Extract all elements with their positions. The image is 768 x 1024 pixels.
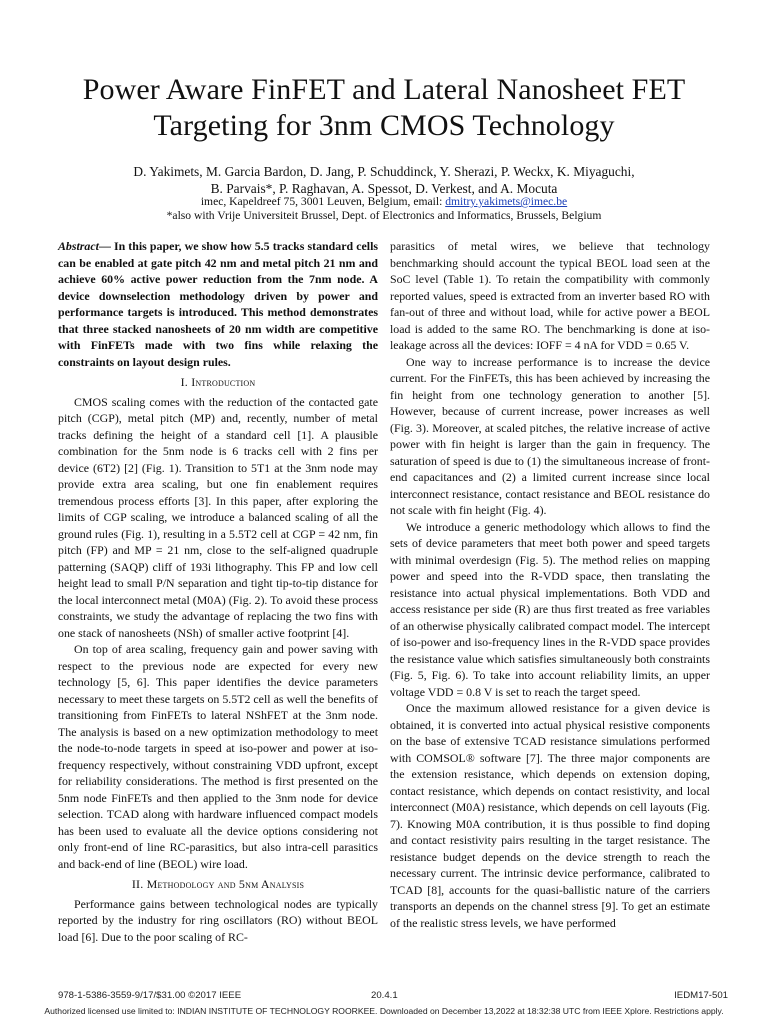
abstract-text: — In this paper, we show how 5.5 tracks standard cells can be enabled at gate pitch 42 nm and metal pitch 21 nm and achieve 60% active power reduction from the 7nm node. A device downselection methodology driven by power and performance targets is introduced. This method demonstrates that three stacked nanosheets of 20 nm width are competitive with FinFETs made with two fins while relaxing the constraints on layout design rules. [58,239,378,369]
intro-paragraph-2: On top of area scaling, frequency gain and power saving with respect to the previous node are expected for every new technology [5, 6]. This paper identifies the device parameters necessary to meet these targets on 5.5T2 cell as well the benefits of transitioning from FinFETs to lateral NShFET at the 3nm node. The analysis is based on a new optimization methodology to meet the node-to-node targets in speed at iso-power and power at iso-frequency respectively, without constraining VDD upfront, except for reliability considerations. The method is first presented on the 5nm node FinFETs and then applied to the 3nm node for device selection. TCAD along with hardware influenced compact models has been used to evaluate all the device options considering not only front-end of line RC-parasitics, but also intra-cell parasitics and back-end of line (BEOL) wire load. [58,642,378,871]
authorized-use-notice: Authorized licensed use limited to: INDIAN INSTITUTE OF TECHNOLOGY ROORKEE. Downloaded on December 13,2022 at 18:32:38 UTC from IEEE Xplore. Restrictions apply. [44,1006,724,1016]
paper-title [40,72,728,144]
method-paragraph-1: Performance gains between technological nodes are typically reported by the industry for ring oscillators (RO) without BEOL load [6]. Due to the poor scaling of RC- [58,896,378,944]
footer-conf-id: IEDM17-501 [674,990,728,1001]
affiliation [60,195,708,223]
abstract-label: Abstract [58,239,99,253]
left-column [58,238,378,945]
title-line-2: Targeting for 3nm CMOS Technology [153,109,615,142]
footer-page-id: 20.4.1 [371,990,398,1001]
method-paragraph-4: Once the maximum allowed resistance for a given device is obtained, it is converted into actual physical resistive components on the base of extensive TCAD resistance simulations performed with COMSOL® software [7]. The three major components are the extension resistance, which depends on extension doping, contact resistance, which depends on contact resistivity, and local interconnect (M0A) resistance, which depends on cell layouts (Fig. 7). Knowing M0A contribution, it is thus possible to find doping and contact resistivity pairs resulting in the target resistance. The resistance budget depends on the device strength to reach the necessary current. The intrinsic device performance, calibrated to TCAD [8], accounts for the quasi-ballistic nature of the carriers transports an depends on the channel stress [9]. To get an estimate of the realistic stress levels, we have performed [390,701,710,930]
method-paragraph-1-cont: parasitics of metal wires, we believe that technology benchmarking should account the typical BEOL load seen at the SoC level (Table 1). To retain the compatibility with commonly reported values, speed is extracted from an inverter based RO with fan-out of three and without load, while for active power a BEOL load is added to the same RO. The benchmarking is done at iso-leakage across all the devices: IOFF = 4 nA for VDD = 0.65 V. [390,239,710,352]
method-paragraph-2: One way to increase performance is to increase the device current. For the FinFETs, this has been achieved by increasing the fin height from one technology generation to another [5]. However, because of current increase, power increases as well (Fig. 3). Moreover, at scaled pitches, the relative increase of active power with fin height is larger than the gain in frequency. The saturation of speed is due to (1) the simultaneous increase of front-end capacitances and (2) a limited current increase since local interconnect resistance, contact resistance and BEOL resistance do not scale with fin height (Fig. 4). [390,354,710,517]
abstract [58,238,378,370]
intro-paragraph-1: CMOS scaling comes with the reduction of the contacted gate pitch (CGP), metal pitch (MP) and, recently, number of metal tracks defining the height of a standard cell [1]. A plausible combination for the 5nm node is 6 tracks cell with 2 fins per device (6T2) [2] (Fig. 1). Transition to 5T1 at the 3nm node may provide extra area scaling, but one fin enablement requires tremendous process efforts [3]. In this paper, after exploring the limits of CGP scaling, we introduce a balanced scaling of all the ground rules (Fig. 1), resulting in a 5.5T2 cell at CGP = 42 nm, fin pitch (FP) and MP = 21 nm, close to the self-aligned quadruple patterning (SAQP) cliff of 193i lithography. This FP and low cell height lead to small P/N separation and tight tip-to-tip distance for the local interconnect metal (M0A) (Fig. 2). To avoid these process constraints, we study the advantage of replacing the two fins with one stack of nanosheets (NSh) of smaller active footprint [4]. [58,394,378,640]
title-line-1: Power Aware FinFET and Lateral Nanosheet FET [82,73,686,106]
footer-isbn: 978-1-5386-3559-9/17/$31.00 ©2017 IEEE [58,990,242,1001]
affiliation-line-2: *also with Vrije Universiteit Brussel, Dept. of Electronics and Informatics, Brussels, Belgium [166,209,602,222]
section-heading-methodology: II. Methodology and 5nm Analysis [131,877,305,891]
authors-line-1: D. Yakimets, M. Garcia Bardon, D. Jang, P. Schuddinck, Y. Sherazi, P. Weckx, K. Miyaguchi, [133,164,635,179]
right-column [390,238,710,931]
affiliation-line-1 [60,195,708,209]
email-link[interactable]: dmitry.yakimets@imec.be [445,195,568,208]
method-paragraph-3: We introduce a generic methodology which allows to find the sets of device parameters that meet both power and speed targets with minimal overdesign (Fig. 5). The method relies on mapping power and speed into the R-VDD space, then translating the resistance into actual physical implementations. Both VDD and access resistance per side (R) are thus first treated as free variables of an otherwise physically calibrated compact model. The intercept of iso-power and iso-frequency lines in the R-VDD space provides the resistance value which satisfies simultaneously both constraints (Fig. 5, Fig. 6). To take into account reliability limits, an upper voltage VDD = 0.8 V is set to reach the target speed. [390,519,710,699]
section-heading-introduction: I. Introduction [180,375,256,389]
author-list [60,163,708,197]
authors-line-2: B. Parvais*, P. Raghavan, A. Spessot, D. Verkest, and A. Mocuta [210,181,558,196]
affiliation-address: imec, Kapeldreef 75, 3001 Leuven, Belgium, email: [200,195,446,208]
